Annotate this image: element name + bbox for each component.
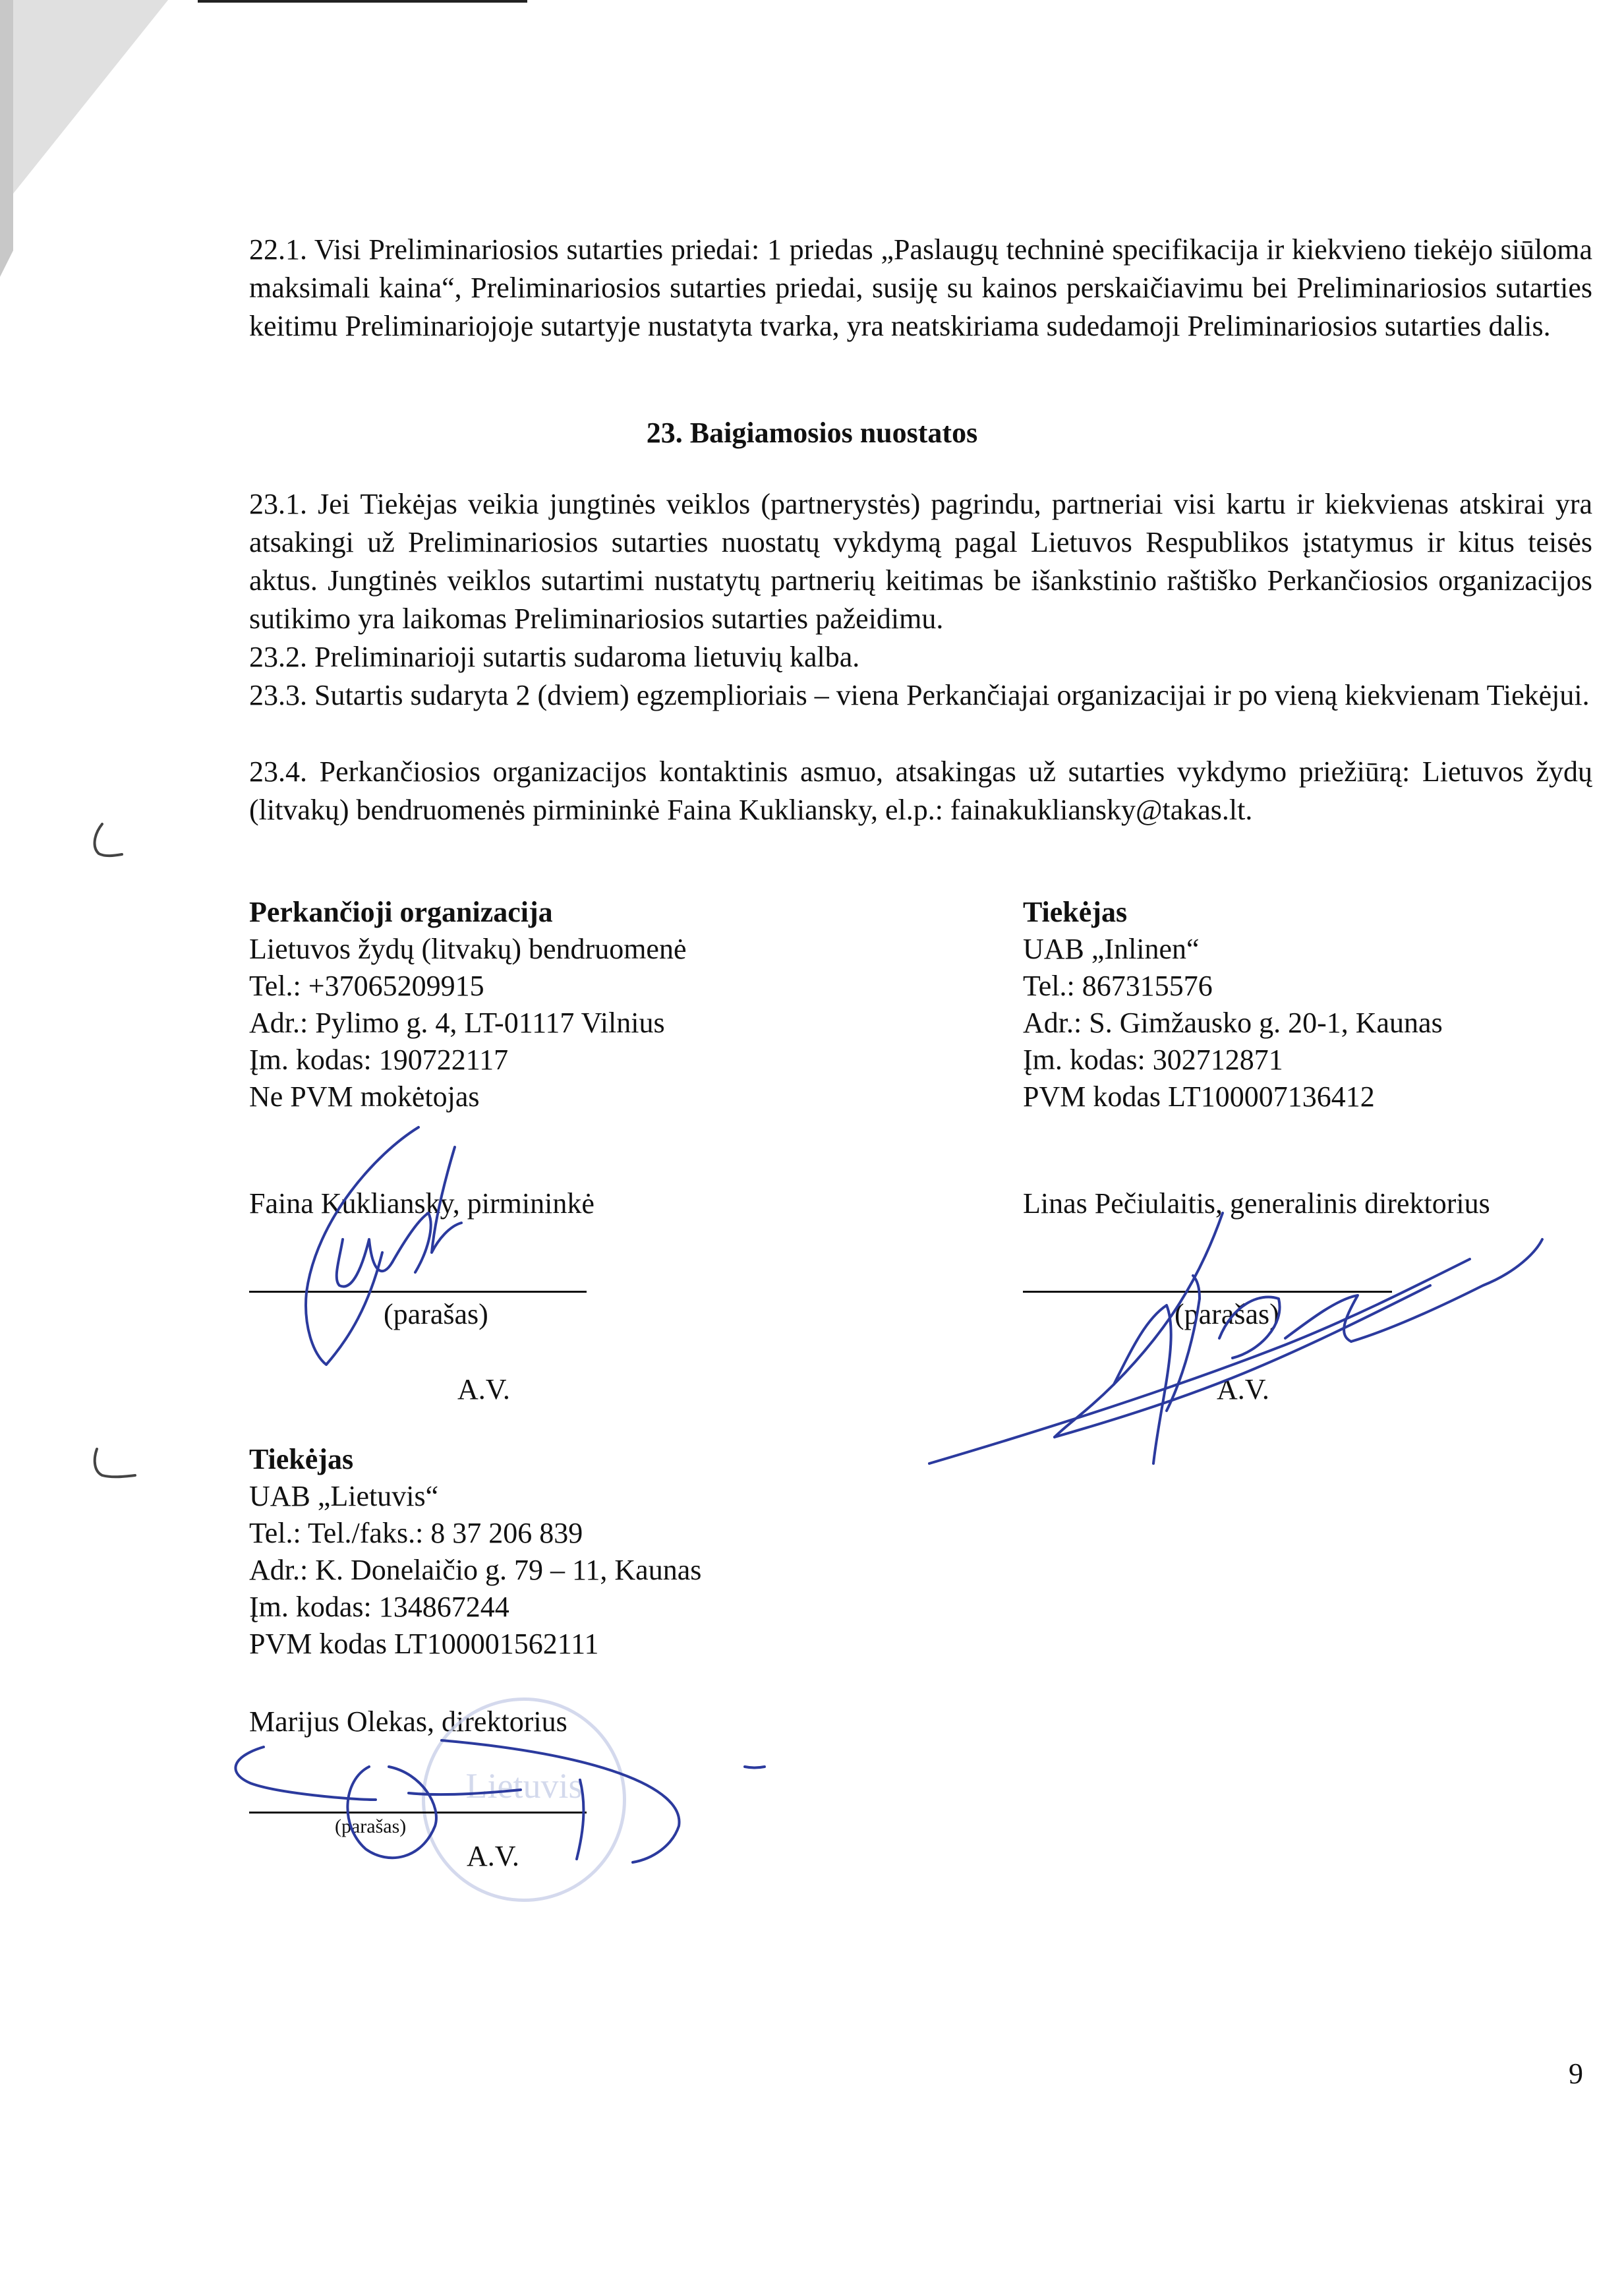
supplier2-signature xyxy=(224,1727,751,1885)
clause-22-1: 22.1. Visi Preliminariosios sutarties priedai: 1 priedas „Paslaugų techninė specifikacija ir kiekvieno tiekėjo siūloma maksimali kaina“, Preliminariosios sutarties priedai, susiję su kainos perskaičiavimu bei Preliminariosios sutarties keitimu Preliminariojoje sutartyje nustatyta tvarka, yra neatskiriama sudedamoji Preliminariosios sutarties dalis. xyxy=(249,233,1592,342)
supplier1-tel: Tel.: 867315576 xyxy=(1023,970,1213,1002)
supplier1-signer: Linas Pečiulaitis, generalinis direktorius xyxy=(1023,1187,1490,1220)
scan-edge-shadow xyxy=(0,0,185,316)
clause-23-4: 23.4. Perkančiosios organizacijos kontaktinis asmuo, atsakingas už sutarties vykdymo priežiūrą: Lietuvos žydų (litvakų) bendruomenės pirmininkė Faina Kukliansky, el.p.: fainakukliansky@takas.lt. xyxy=(249,755,1592,826)
buyer-vat: Ne PVM mokėtojas xyxy=(249,1080,480,1113)
clause-23-2: 23.2. Preliminarioji sutartis sudaroma lietuvių kalba. xyxy=(249,641,860,673)
buyer-seal-label: A.V. xyxy=(457,1373,510,1405)
buyer-title: Perkančioji organizacija xyxy=(249,896,553,928)
supplier1-signature-label: (parašas) xyxy=(1174,1298,1279,1330)
supplier2-code: Įm. kodas: 134867244 xyxy=(249,1591,509,1623)
stamp-text: Lietuvis xyxy=(465,1766,583,1806)
margin-mark-1 xyxy=(82,817,129,864)
supplier2-address: Adr.: K. Donelaičio g. 79 – 11, Kaunas xyxy=(249,1554,702,1586)
supplier2-tel: Tel.: Tel./faks.: 8 37 206 839 xyxy=(249,1517,583,1549)
buyer-address: Adr.: Pylimo g. 4, LT-01117 Vilnius xyxy=(249,1007,665,1039)
clause-23-3: 23.3. Sutartis sudaryta 2 (dviem) egzemplioriais – viena Perkančiajai organizacijai ir po vieną kiekvienam Tiekėjui. xyxy=(249,679,1590,711)
scan-top-bar xyxy=(198,0,527,3)
buyer-name: Lietuvos žydų (litvakų) bendruomenė xyxy=(249,933,687,965)
supplier2-signature-label: (parašas) xyxy=(335,1815,407,1837)
clause-23-1: 23.1. Jei Tiekėjas veikia jungtinės veiklos (partnerystės) pagrindu, partneriai visi kartu ir kiekvienas atskirai yra atsakingi už Preliminariosios sutarties nuostatų vykdymą pagal Lietuvos Respublikos įstatymus ir kitus teisės aktus. Jungtinės veiklos sutartimi nustatytų partnerių keitimas be išankstinio raštiško Perkančiosios organizacijos sutikimo yra laikomas Preliminariosios sutarties pažeidimu. xyxy=(249,488,1592,635)
buyer-block xyxy=(249,894,686,1115)
supplier2-block xyxy=(249,1441,701,1663)
margin-mark-2 xyxy=(82,1444,142,1490)
buyer-code: Įm. kodas: 190722117 xyxy=(249,1044,509,1076)
supplier1-seal-label: A.V. xyxy=(1217,1373,1269,1405)
supplier2-title: Tiekėjas xyxy=(249,1443,354,1475)
buyer-signature xyxy=(277,1121,488,1371)
supplier1-block xyxy=(1023,894,1443,1115)
supplier1-address: Adr.: S. Gimžausko g. 20-1, Kaunas xyxy=(1023,1007,1443,1039)
supplier2-name: UAB „Lietuvis“ xyxy=(249,1480,439,1512)
section-23-heading: 23. Baigiamosios nuostatos xyxy=(646,417,978,449)
page-number: 9 xyxy=(1569,2057,1583,2090)
supplier2-seal-label: A.V. xyxy=(467,1840,519,1872)
supplier2-signer: Marijus Olekas, direktorius xyxy=(249,1705,567,1738)
buyer-signature-label: (parašas) xyxy=(384,1298,488,1330)
supplier1-vat: PVM kodas LT100007136412 xyxy=(1023,1080,1375,1113)
buyer-signer: Faina Kukliansky, pirmininkė xyxy=(249,1187,594,1220)
supplier1-name: UAB „Inlinen“ xyxy=(1023,933,1200,965)
supplier1-code: Įm. kodas: 302712871 xyxy=(1023,1044,1283,1076)
supplier1-title: Tiekėjas xyxy=(1023,896,1128,928)
supplier2-vat: PVM kodas LT100001562111 xyxy=(249,1628,599,1660)
buyer-tel: Tel.: +37065209915 xyxy=(249,970,484,1002)
supplier1-signature xyxy=(890,1187,1549,1490)
